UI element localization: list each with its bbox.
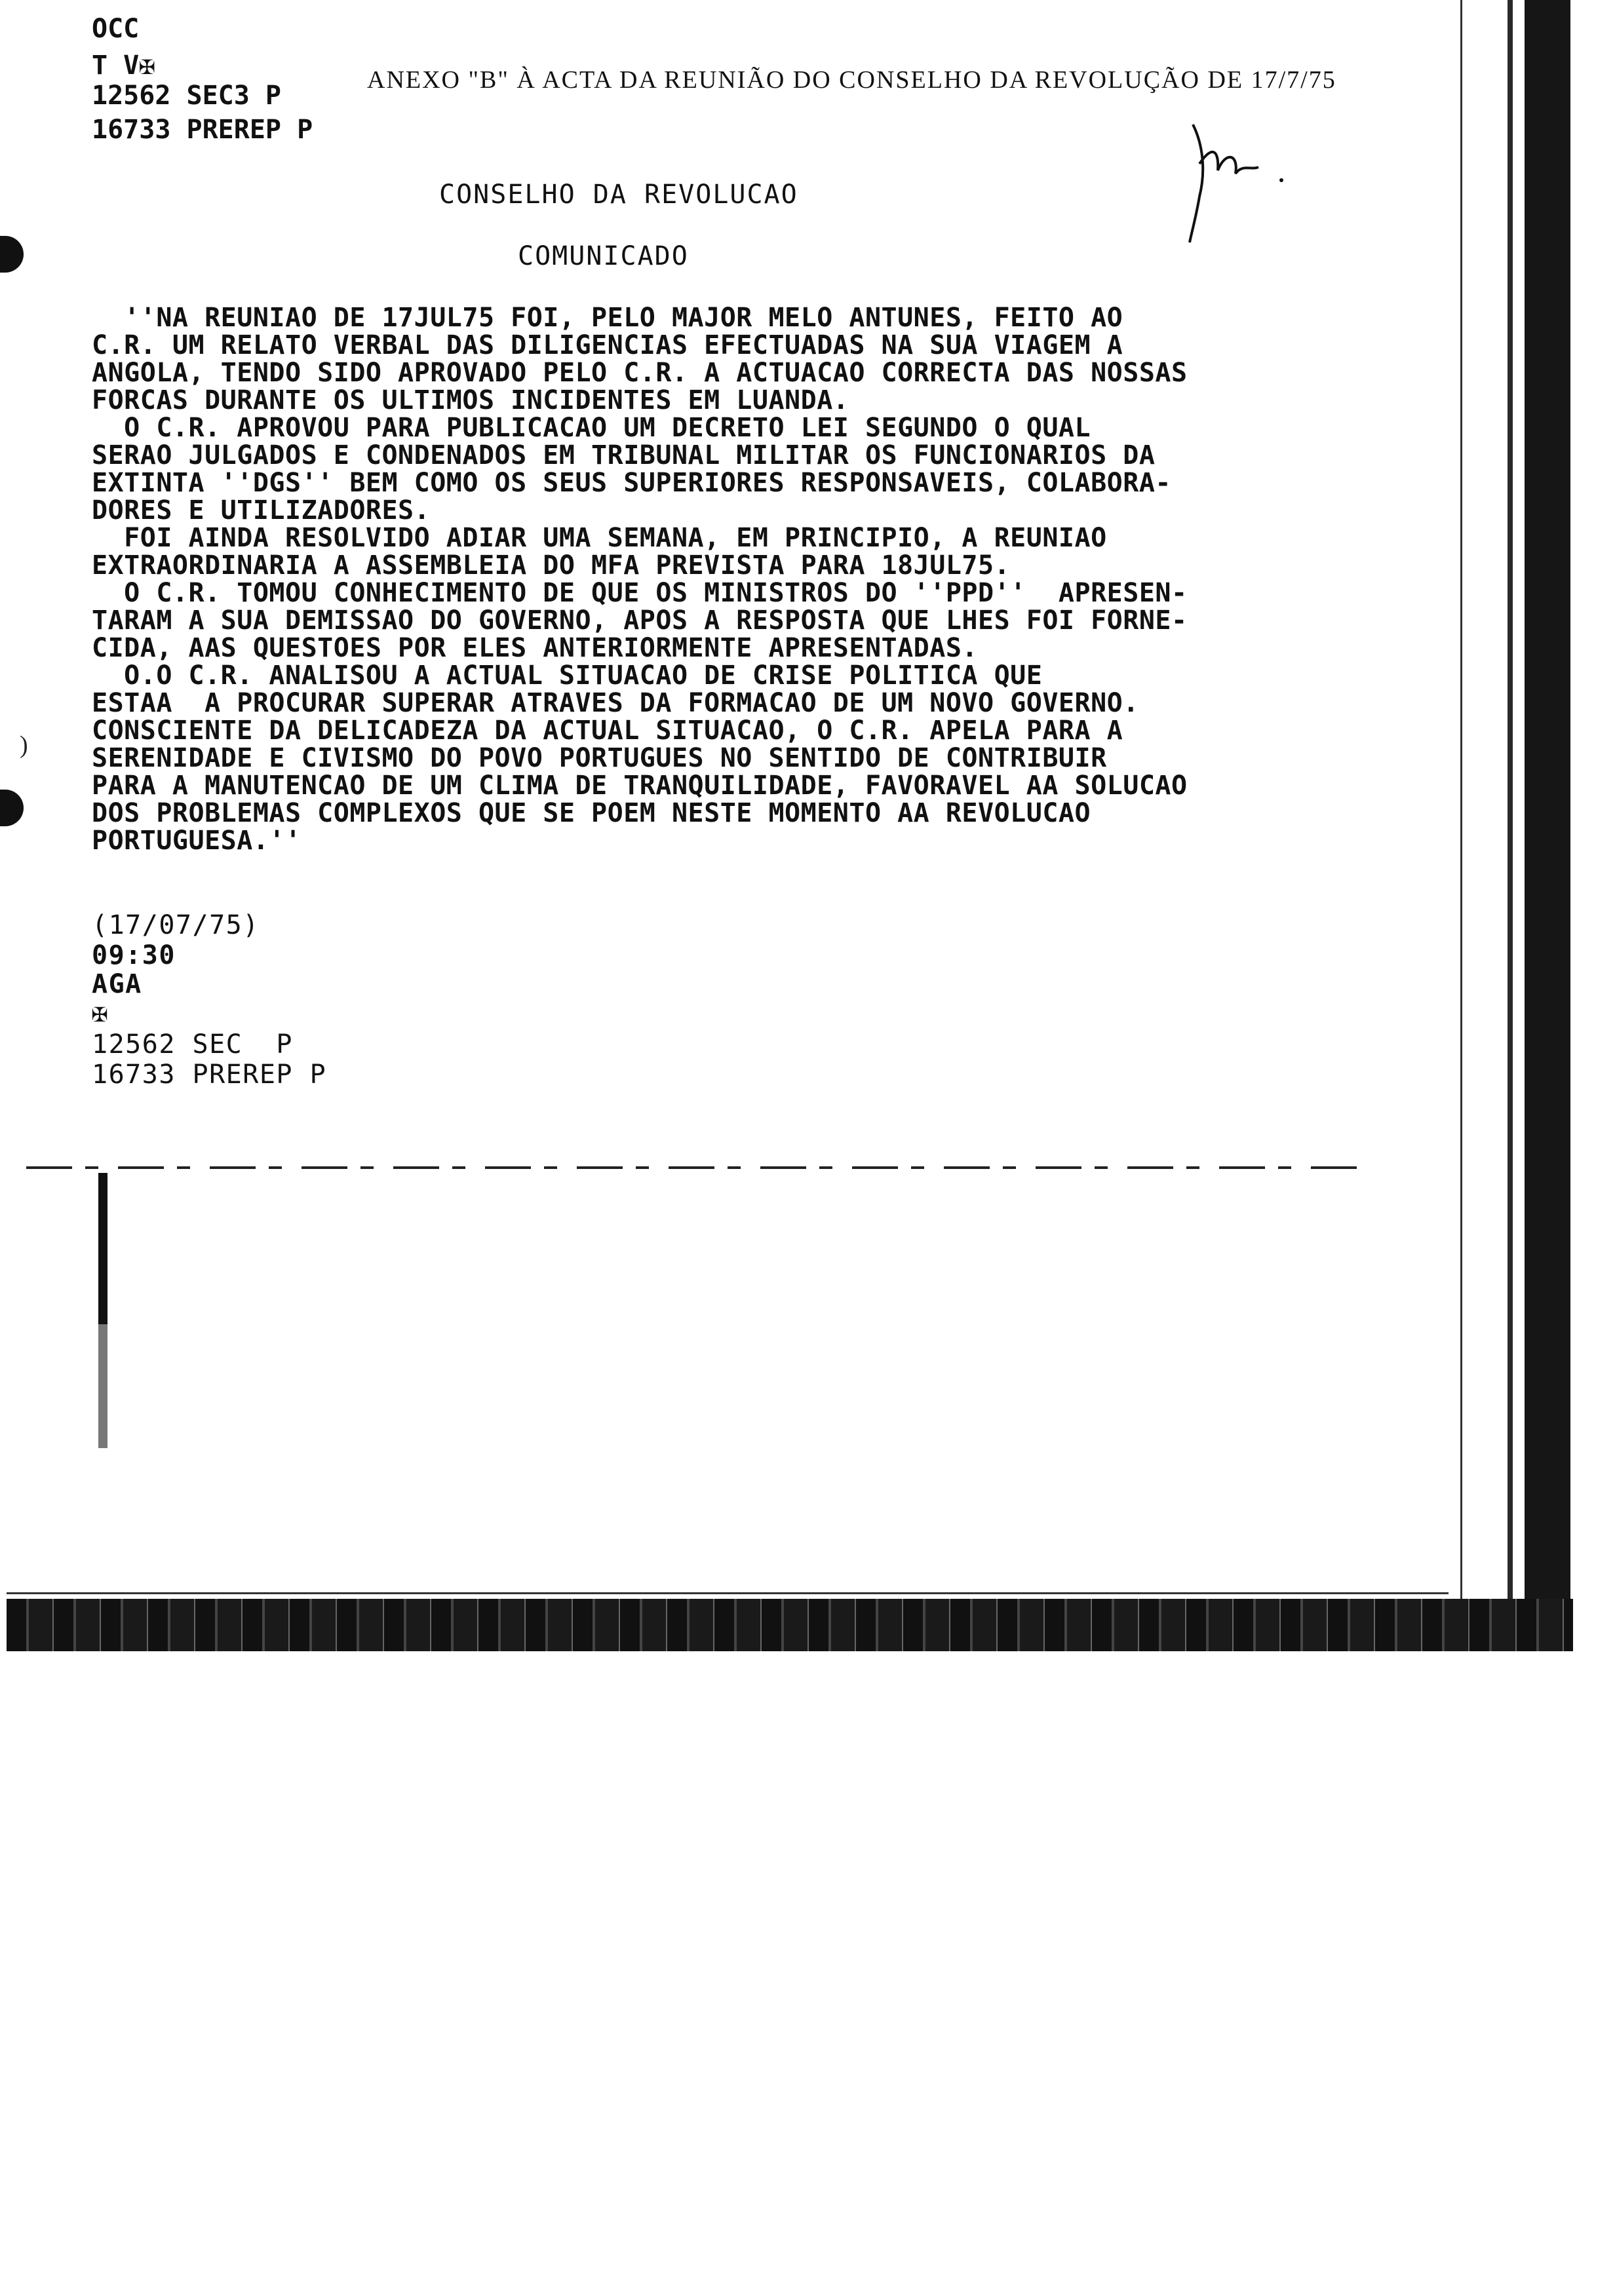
body-line: O C.R. APROVOU PARA PUBLICACAO UM DECRETO LEI SEGUNDO O QUAL: [92, 413, 1091, 443]
annex-heading: ANEXO "B" À ACTA DA REUNIÃO DO CONSELHO DA REVOLUÇÃO DE 17/7/75: [367, 66, 1336, 94]
header-tv-text: T V: [92, 50, 140, 81]
punch-hole-top: [0, 236, 24, 273]
tear-off-line: [26, 1166, 1363, 1169]
footer-line-prerep: 16733 PREREP P: [92, 1060, 327, 1090]
body-line: O C.R. TOMOU CONHECIMENTO DE QUE OS MINISTROS DO ''PPD'' APRESEN-: [92, 578, 1188, 608]
body-line: PARA A MANUTENCAO DE UM CLIMA DE TRANQUILIDADE, FAVORAVEL AA SOLUCAO: [92, 771, 1188, 801]
body-line: EXTRAORDINARIA A ASSEMBLEIA DO MFA PREVISTA PARA 18JUL75.: [92, 550, 1011, 581]
scan-border-line: [1460, 0, 1462, 1612]
footer-code: AGA: [92, 969, 142, 999]
body-line: TARAM A SUA DEMISSAO DO GOVERNO, APOS A RESPOSTA QUE LHES FOI FORNE-: [92, 605, 1188, 636]
scan-edge-shadow: [1508, 0, 1513, 1638]
cross-icon: ✠: [92, 998, 109, 1028]
header-line-prerep: 16733 PREREP P: [92, 115, 313, 145]
header-line-tv: [92, 51, 155, 80]
header-line-occ: OCC: [92, 14, 140, 44]
scan-edge-black-band: [1525, 0, 1570, 1651]
body-line: FORCAS DURANTE OS ULTIMOS INCIDENTES EM LUANDA.: [92, 385, 849, 415]
cross-icon: ✠: [139, 50, 155, 81]
body-line: C.R. UM RELATO VERBAL DAS DILIGENCIAS EFECTUADAS NA SUA VIAGEM A: [92, 330, 1123, 360]
body-line: SERENIDADE E CIVISMO DO POVO PORTUGUES NO SENTIDO DE CONTRIBUIR: [92, 743, 1107, 773]
page-title: CONSELHO DA REVOLUCAO: [439, 180, 798, 210]
punch-hole-bottom: [0, 790, 24, 826]
footer-line-sec: 12562 SEC P: [92, 1029, 293, 1060]
handwritten-initials: [1167, 118, 1298, 249]
body-line: DOS PROBLEMAS COMPLEXOS QUE SE POEM NESTE MOMENTO AA REVOLUCAO: [92, 798, 1091, 828]
body-line: PORTUGUESA.'': [92, 826, 302, 856]
body-line: ''NA REUNIAO DE 17JUL75 FOI, PELO MAJOR MELO ANTUNES, FEITO AO: [92, 303, 1123, 333]
body-line: ANGOLA, TENDO SIDO APROVADO PELO C.R. A ACTUACAO CORRECTA DAS NOSSAS: [92, 358, 1188, 388]
scan-left-bar: [98, 1173, 107, 1448]
body-line: FOI AINDA RESOLVIDO ADIAR UMA SEMANA, EM PRINCIPIO, A REUNIAO: [92, 523, 1107, 553]
body-line: CONSCIENTE DA DELICADEZA DA ACTUAL SITUACAO, O C.R. APELA PARA A: [92, 716, 1123, 746]
footer-date: (17/07/75): [92, 910, 260, 940]
footer-time: 09:30: [92, 940, 176, 970]
body-line: SERAO JULGADOS E CONDENADOS EM TRIBUNAL MILITAR OS FUNCIONARIOS DA: [92, 440, 1156, 470]
body-line: ESTAA A PROCURAR SUPERAR ATRAVES DA FORMACAO DE UM NOVO GOVERNO.: [92, 688, 1139, 718]
body-line: DORES E UTILIZADORES.: [92, 495, 431, 526]
margin-mark: ): [20, 731, 28, 759]
scan-bottom-line: [7, 1592, 1449, 1594]
page-subtitle: COMUNICADO: [518, 241, 689, 271]
body-line: O.O C.R. ANALISOU A ACTUAL SITUACAO DE CRISE POLITICA QUE: [92, 660, 1043, 691]
header-line-secs: 12562 SEC3 P: [92, 81, 281, 111]
body-line: EXTINTA ''DGS'' BEM COMO OS SEUS SUPERIORES RESPONSAVEIS, COLABORA-: [92, 468, 1171, 498]
body-line: CIDA, AAS QUESTOES POR ELES ANTERIORMENTE APRESENTADAS.: [92, 633, 979, 663]
scan-bottom-band: [7, 1599, 1573, 1651]
